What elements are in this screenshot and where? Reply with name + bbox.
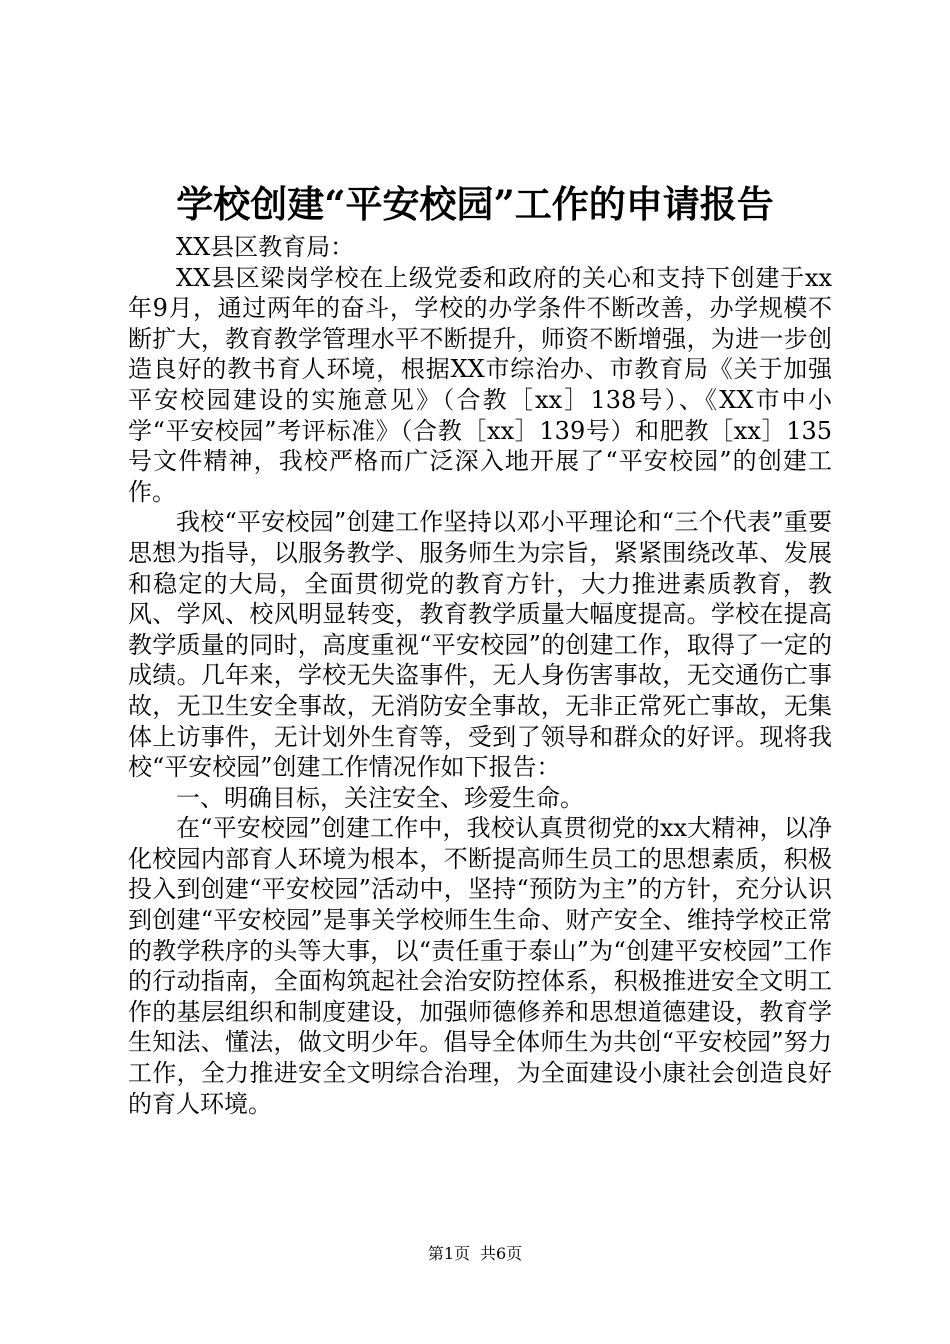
salutation: XX县区教育局：: [176, 233, 355, 261]
section-heading-1: 一、明确目标，关注安全、珍爱生命。: [176, 783, 584, 812]
page-total: 共6页: [480, 1244, 523, 1263]
document-title: 学校创建“平安校园”工作的申请报告: [176, 182, 774, 226]
page-footer: [0, 1244, 950, 1264]
paragraph-section-1: 在“平安校园”创建工作中，我校认真贯彻党的xx大精神，以净化校园内部育人环境为根本，不断提高师生员工的思想素质，积极投入到创建“平安校园”活动中，坚持“预防为主”的方针，充分认识到创建“平安校园”是事关学校师生生命、财产安全、维持学校正常的教学秩序的头等大事，以“责任重于泰山”为“创建平安校园”工作的行动指南，全面构筑起社会治安防控体系，积极推进安全文明工作的基层组织和制度建设，加强师德修养和思想道德建设，教育学生知法、懂法，做文明少年。倡导全体师生为共创“平安校园”努力工作，全力推进安全文明综合治理，为全面建设小康社会创造良好的育人环境。: [128, 814, 832, 1118]
paragraph-intro: XX县区梁岗学校在上级党委和政府的关心和支持下创建于xx年9月，通过两年的奋斗，学校的办学条件不断改善，办学规模不断扩大，教育教学管理水平不断提升，师资不断增强，为进一步创造良好的教书育人环境，根据XX市综治办、市教育局《关于加强平安校园建设的实施意见》（合教［xx］138号）、《XX市中小学“平安校园”考评标准》（合教［xx］139号）和肥教［xx］135号文件精神，我校严格而广泛深入地开展了“平安校园”的创建工作。: [128, 263, 832, 506]
paragraph-overview: 我校“平安校园”创建工作坚持以邓小平理论和“三个代表”重要思想为指导，以服务教学、服务师生为宗旨，紧紧围绕改革、发展和稳定的大局，全面贯彻党的教育方针，大力推进素质教育，教风、学风、校风明显转变，教育教学质量大幅度提高。学校在提高教学质量的同时，高度重视“平安校园”的创建工作，取得了一定的成绩。几年来，学校无失盗事件，无人身伤害事故，无交通伤亡事故，无卫生安全事故，无消防安全事故，无非正常死亡事故，无集体上访事件，无计划外生育等，受到了领导和群众的好评。现将我校“平安校园”创建工作情况作如下报告：: [128, 508, 832, 782]
document-body: [128, 232, 832, 1119]
page-number: 第1页: [427, 1244, 470, 1263]
